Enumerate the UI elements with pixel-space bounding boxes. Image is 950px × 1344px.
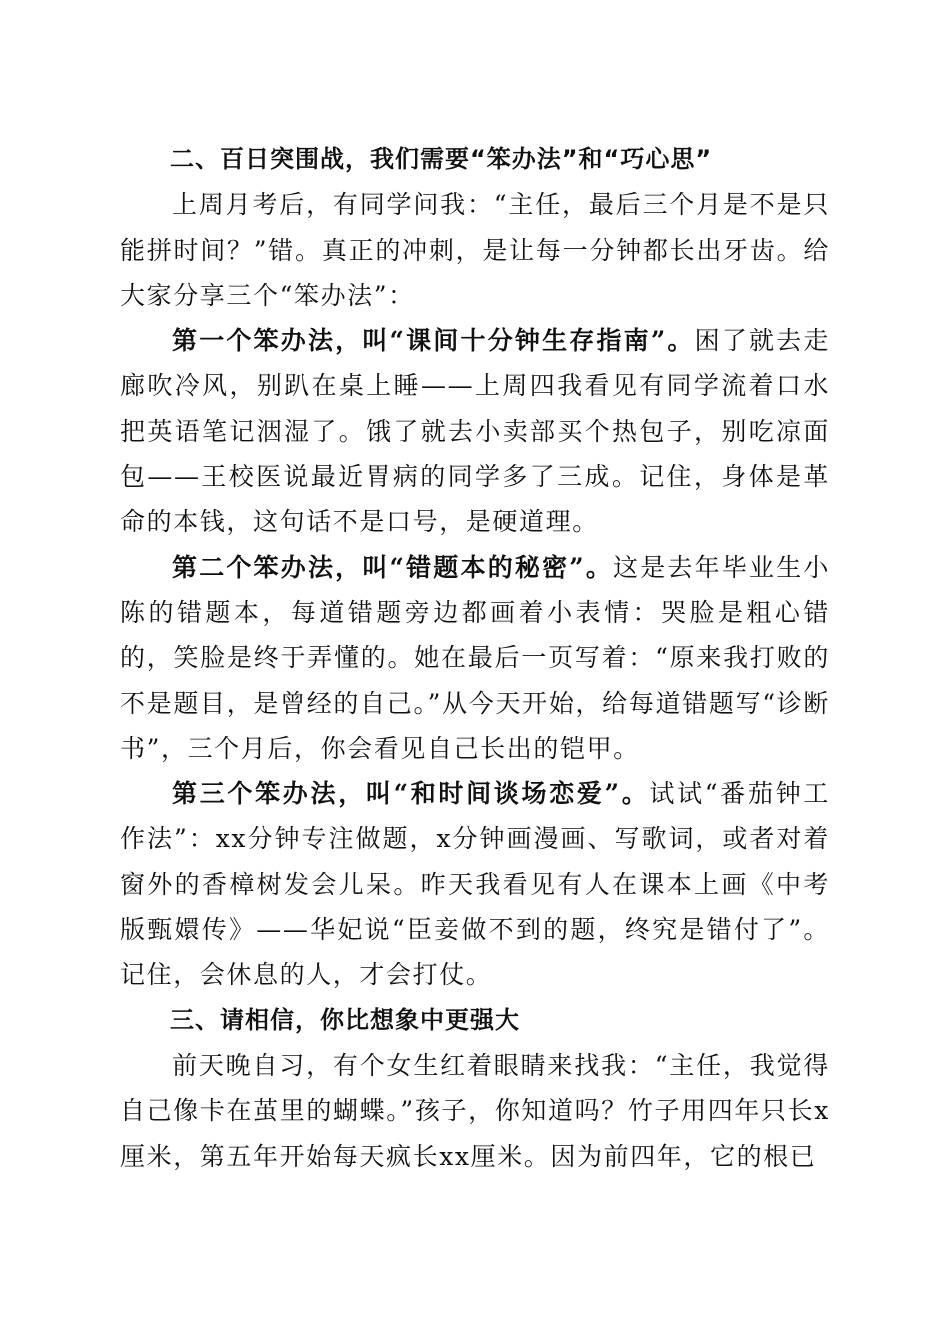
method-2-lead: 第二个笨办法，叫“错题本的秘密”。 [172,552,614,582]
section-heading-3: 三、请相信，你比想象中更强大 [170,1005,520,1034]
method-1-lead: 第一个笨办法，叫“课间十分钟生存指南”。 [172,326,695,356]
paragraph-method-2 [120,545,830,771]
method-3-lead: 第三个笨办法，叫“和时间谈场恋爱”。 [172,779,650,809]
paragraph-intro-text: 上周月考后，有同学问我：“主任，最后三个月是不是只能拼时间？”错。真正的冲刺，是让每一分钟都长出牙齿。给大家分享三个“笨办法”： [120,190,830,310]
method-3-body: 试试“番茄钟工作法”：xx分钟专注做题，x分钟画漫画、写歌词，或者对着窗外的香樟树发会儿呆。昨天我看见有人在课本上画《中考版甄嬛传》——华妃说“臣妾做不到的题，终究是错付了”。记住，会休息的人，才会打仗。 [120,779,831,990]
paragraph-method-3 [120,771,830,997]
section-3-intro-text: 前天晚自习，有个女生红着眼睛来找我：“主任，我觉得自己像卡在茧里的蝴蝶。”孩子，你知道吗？竹子用四年只长x厘米，第五年开始每天疯长xx厘米。因为前四年，它的根已 [120,1050,830,1171]
paragraph-section-3-intro [120,1043,830,1179]
document-body [120,137,830,1179]
section-heading-2: 二、百日突围战，我们需要“笨办法”和“巧心思” [170,145,713,173]
method-1-body: 困了就去走廊吹冷风，别趴在桌上睡——上周四我看见有同学流着口水把英语笔记洇湿了。饿了就去小卖部买个热包子，别吃凉面包——王校医说最近胃病的同学多了三成。记住，身体是革命的本钱，这句话不是口号，是硬道理。 [120,326,830,537]
paragraph-intro [120,182,830,318]
method-2-body: 这是去年毕业生小陈的错题本，每道错题旁边都画着小表情：哭脸是粗心错的，笑脸是终于弄懂的。她在最后一页写着：“原来我打败的不是题目，是曾经的自己。”从今天开始，给每道错题写“诊断书”，三个月后，你会看见自己长出的铠甲。 [120,552,830,763]
paragraph-method-1 [120,318,830,544]
